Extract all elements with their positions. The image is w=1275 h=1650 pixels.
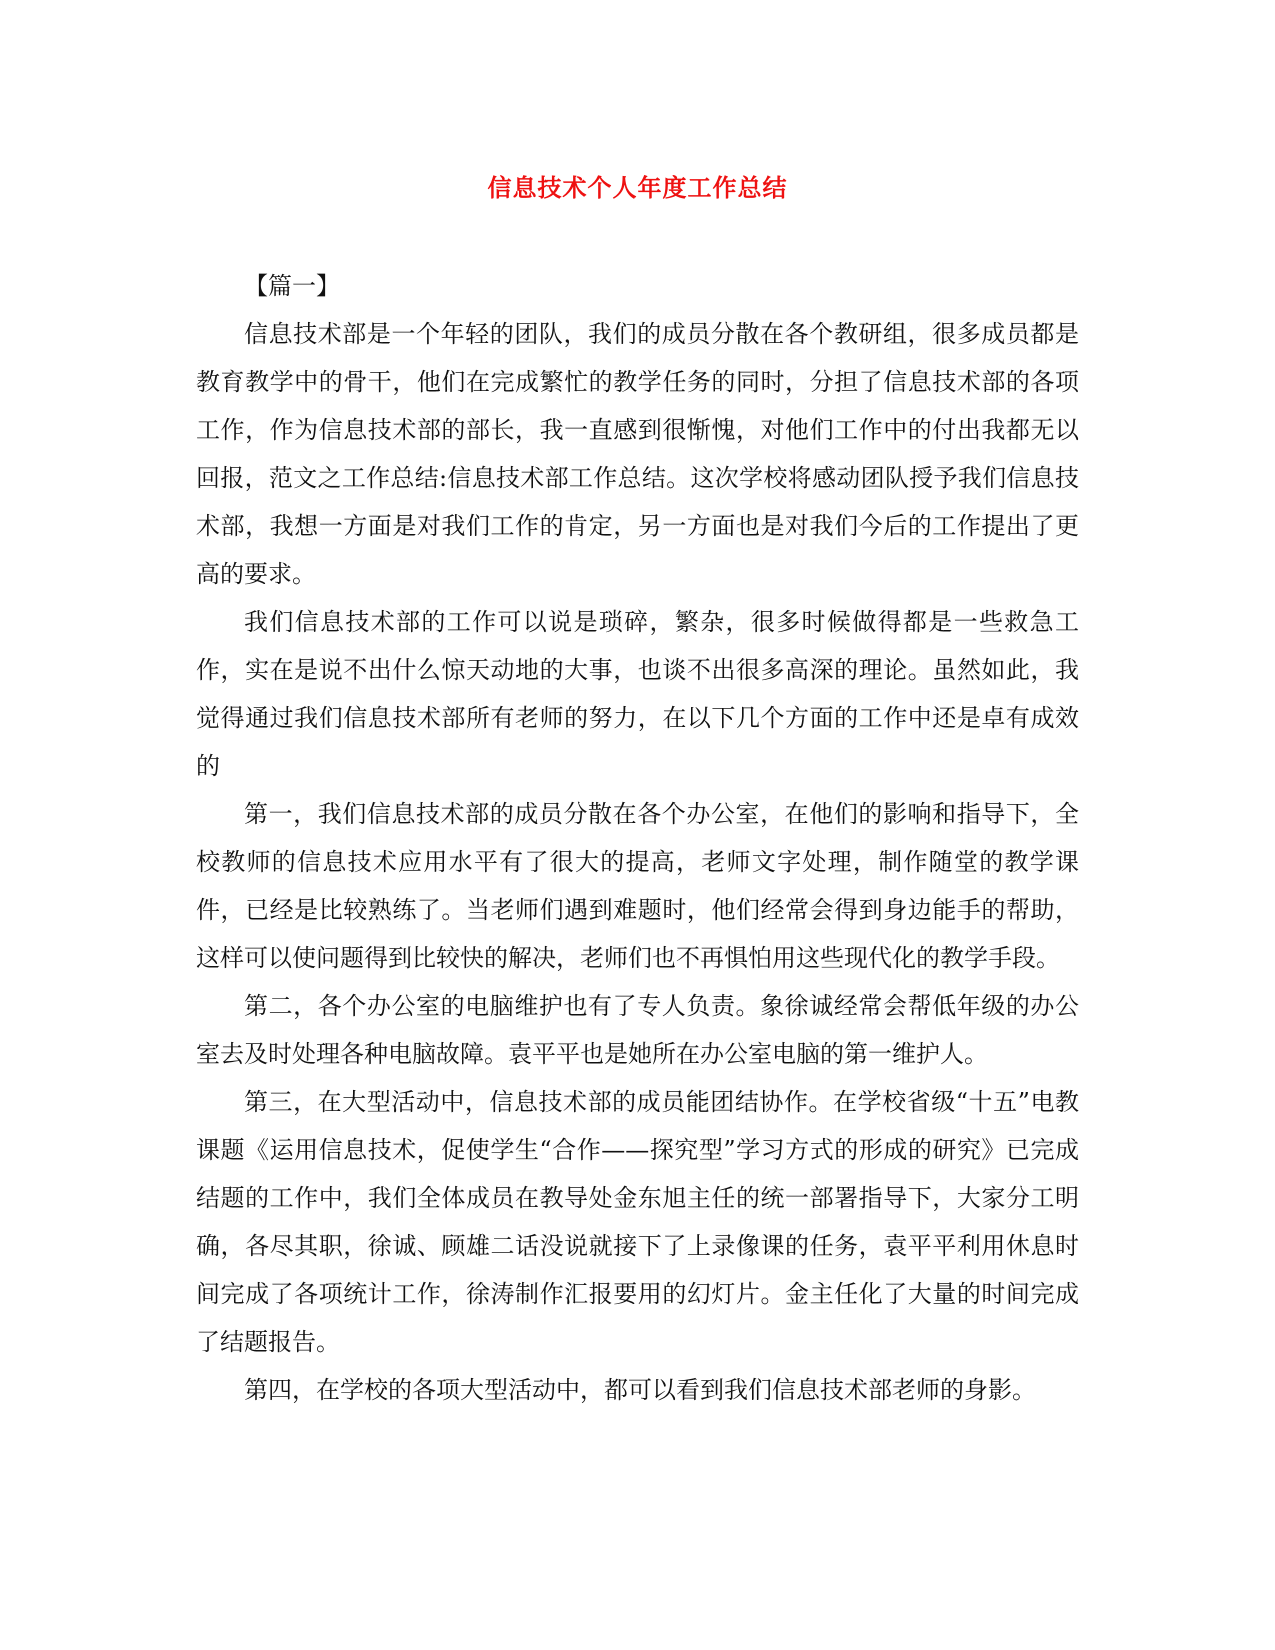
paragraph-1: 信息技术部是一个年轻的团队，我们的成员分散在各个教研组，很多成员都是教育教学中的骨干，他们在完成繁忙的教学任务的同时，分担了信息技术部的各项工作，作为信息技术部的部长，我一直感到很惭愧，对他们工作中的付出我都无以回报，范文之工作总结:信息技术部工作总结。这次学校将感动团队授予我们信息技术部，我想一方面是对我们工作的肯定，另一方面也是对我们今后的工作提出了更高的要求。 xyxy=(196,320,1079,588)
document-body xyxy=(196,262,1079,1414)
paragraph-6: 第四，在学校的各项大型活动中，都可以看到我们信息技术部老师的身影。 xyxy=(244,1376,1036,1404)
paragraph-3: 第一，我们信息技术部的成员分散在各个办公室，在他们的影响和指导下，全校教师的信息技术应用水平有了很大的提高，老师文字处理，制作随堂的教学课件，已经是比较熟练了。当老师们遇到难题时，他们经常会得到身边能手的帮助，这样可以使问题得到比较快的解决，老师们也不再惧怕用这些现代化的教学手段。 xyxy=(196,800,1079,972)
document-title: 信息技术个人年度工作总结 xyxy=(487,173,788,202)
paragraph-4: 第二，各个办公室的电脑维护也有了专人负责。象徐诚经常会帮低年级的办公室去及时处理各种电脑故障。袁平平也是她所在办公室电脑的第一维护人。 xyxy=(196,992,1079,1068)
paragraph-5: 第三，在大型活动中，信息技术部的成员能团结协作。在学校省级“十五”电教课题《运用信息技术，促使学生“合作——探究型”学习方式的形成的研究》已完成结题的工作中，我们全体成员在教导处金东旭主任的统一部署指导下，大家分工明确，各尽其职，徐诚、顾雄二话没说就接下了上录像课的任务，袁平平利用休息时间完成了各项统计工作，徐涛制作汇报要用的幻灯片。金主任化了大量的时间完成了结题报告。 xyxy=(196,1088,1079,1356)
paragraph-2: 我们信息技术部的工作可以说是琐碎，繁杂，很多时候做得都是一些救急工作，实在是说不出什么惊天动地的大事，也谈不出很多高深的理论。虽然如此，我觉得通过我们信息技术部所有老师的努力，在以下几个方面的工作中还是卓有成效的 xyxy=(196,608,1079,780)
section-label: 【篇一】 xyxy=(244,272,340,300)
